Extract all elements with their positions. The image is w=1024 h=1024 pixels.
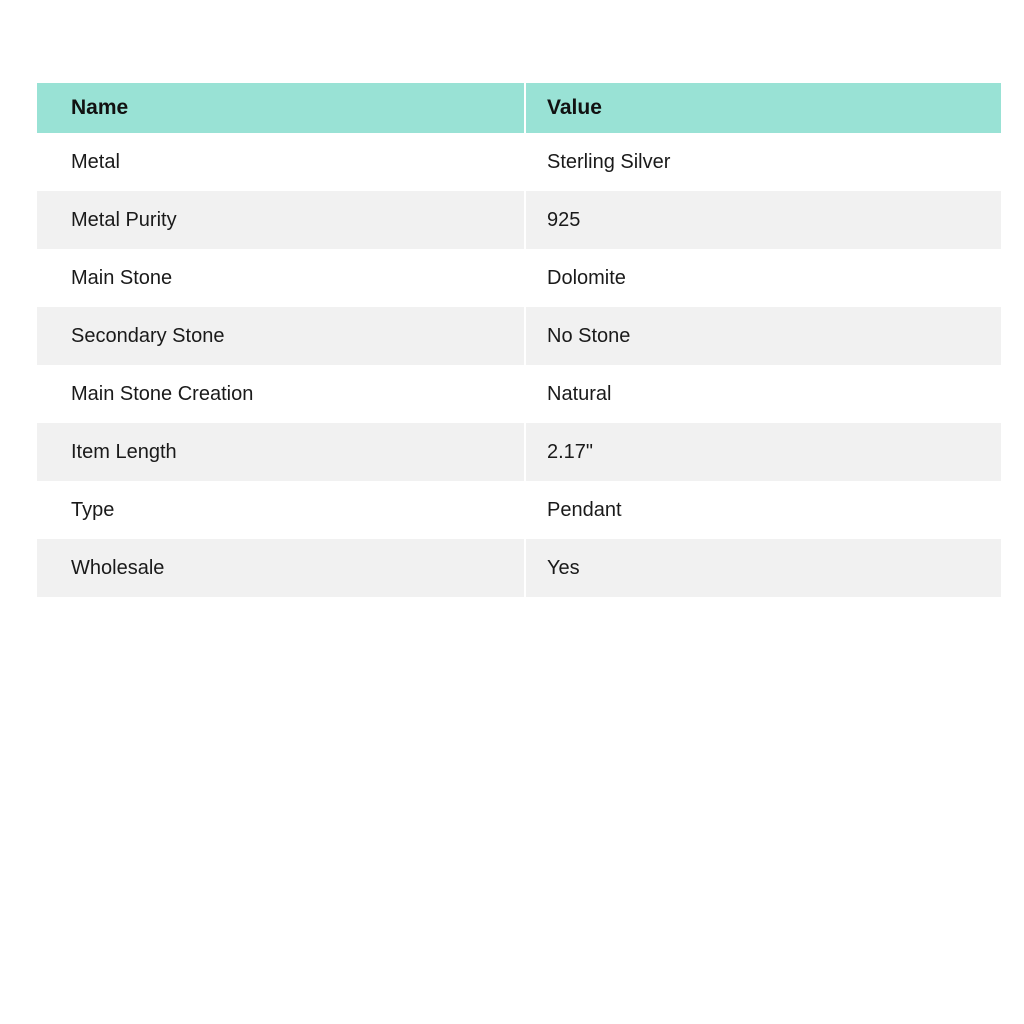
attribute-name: Secondary Stone: [37, 307, 524, 365]
header-cell-value: Value: [524, 83, 1001, 133]
table-row: [37, 133, 1001, 191]
table-row: [37, 191, 1001, 249]
attribute-value: Yes: [524, 539, 1001, 597]
table-row: [37, 423, 1001, 481]
attribute-value: 925: [524, 191, 1001, 249]
attribute-value: Natural: [524, 365, 1001, 423]
table-row: [37, 365, 1001, 423]
attributes-table: [37, 83, 1001, 597]
attribute-name: Main Stone Creation: [37, 365, 524, 423]
table-row: [37, 539, 1001, 597]
attribute-name: Type: [37, 481, 524, 539]
attribute-name: Wholesale: [37, 539, 524, 597]
attribute-name: Metal: [37, 133, 524, 191]
attribute-value: Sterling Silver: [524, 133, 1001, 191]
product-spec-table: [37, 83, 1001, 597]
header-row: [37, 83, 1001, 133]
header-cell-name: Name: [37, 83, 524, 133]
attribute-name: Item Length: [37, 423, 524, 481]
attribute-value: Pendant: [524, 481, 1001, 539]
attribute-value: No Stone: [524, 307, 1001, 365]
attribute-name: Metal Purity: [37, 191, 524, 249]
spec-table-body: [37, 133, 1001, 597]
table-row: [37, 249, 1001, 307]
attribute-name: Main Stone: [37, 249, 524, 307]
attribute-value: 2.17": [524, 423, 1001, 481]
table-header: [37, 83, 1001, 133]
table-row: [37, 307, 1001, 365]
attribute-value: Dolomite: [524, 249, 1001, 307]
table-row: [37, 481, 1001, 539]
